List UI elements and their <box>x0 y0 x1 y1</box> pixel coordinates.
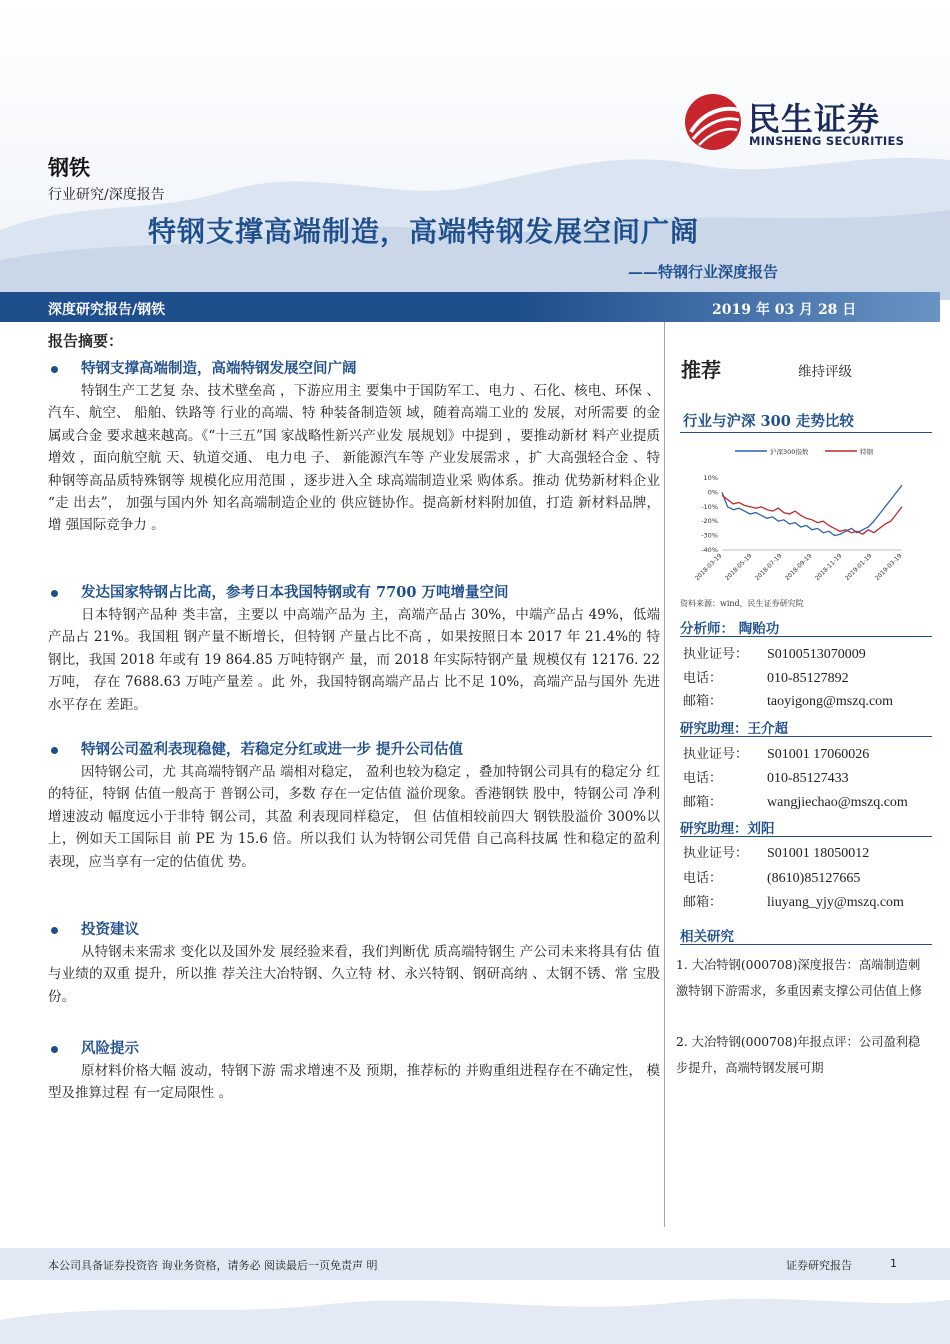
assistant-email[interactable]: 邮箱： liuyang_yjy@mszq.com <box>683 895 904 910</box>
x-tick-label: 2018-09-19 <box>783 552 814 583</box>
x-tick-label: 2018-03-19 <box>693 552 724 583</box>
legend-label: 特钢 <box>860 448 873 456</box>
logo-text: 民生证券 <box>748 100 881 138</box>
section-body: 特钢生产工艺复 杂、技术壁垒高 ，下游应用主 要集中于国防军工、电力 、石化、核电、环保 、汽车、航空、 船舶、铁路等 行业的高端、特 种装备制造领 域，随着高端工业的 发展，对所需要 的金属或合金 要求越来越高。《“十三五”国 家战略性新兴产业发 展规划》中提到 ，要推动新材 料产业提质增效 ，面向航空航 天、轨道交通、 电力电 子、 新能源汽车等 产业发展需求 ，扩 大高强轻合金 、特 种钢等高品质特殊钢等 规模化应用范围 ，逐步进入全 球高端制造业采 购体系。推动 优势新材料企业 “走 出去”， 加强与国内外 知名高端制造企业的 供应链协作。提高新材料附加值，打造 新材料品牌，增 强国际竞争力 。 <box>48 383 660 534</box>
analyst-license: 执业证号： S0100513070009 <box>683 647 866 662</box>
x-tick-label: 2019-01-19 <box>843 552 874 583</box>
sector-label: 钢铁 <box>48 155 90 180</box>
bar-category: 深度研究报告/钢铁 <box>48 302 166 318</box>
report-date: 2019 年 03 月 28 日 <box>712 302 857 318</box>
disclaimer-note: 本公司具备证券投资咨 询业务资格，请务必 阅读最后一页免责声 明 <box>48 1259 378 1272</box>
logo-text-en: MINSHENG SECURITIES <box>749 134 905 148</box>
bullet-icon <box>51 1046 58 1053</box>
section-4 <box>48 919 660 1031</box>
series-line <box>722 495 902 534</box>
assistant-email[interactable]: 邮箱： wangjiechao@mszq.com <box>683 795 908 810</box>
section-3 <box>48 739 660 919</box>
x-tick-label: 2018-11-19 <box>813 552 844 583</box>
assistant-heading: 研究助理：王介超 <box>680 717 932 737</box>
section-body: 因特钢公司，尤 其高端特钢产品 端相对稳定， 盈利也较为稳定 ，叠加特钢公司具有的稳定分 红的特征，特钢 估值一般高于 普钢公司，多数 存在一定估值 溢价现象。香港钢铁 股中，特钢公司 净利增速波动 幅度远小于非特 钢公司，其盈 利表现同样稳定， 但 估值相较前四大 钢铁股溢价 300%以上，例如天工国际目 前 PE 为 15.6 倍。所以我们 认为特钢公司凭借 自己高科技属 性和稳定的盈利 表现，应当享有一定的估值优 势。 <box>48 764 660 870</box>
x-tick-label: 2019-03-19 <box>873 552 904 583</box>
assistant-phone: 电话： (8610)85127665 <box>683 871 861 886</box>
section-body: 从特钢未来需求 变化以及国外发 展经验来看，我们判断优 质高端特钢生 产公司未来将具有估 值与业绩的双重 提升，所以推 荐关注大冶特钢、久立特 材、永兴特钢、钢研高纳 、太钢不锈、常 宝股份。 <box>48 944 660 1005</box>
chart-source: 资料来源：wind，民生证券研究院 <box>680 599 804 608</box>
analyst-phone: 电话： 010-85127892 <box>683 671 849 686</box>
chart-title: 行业与沪深 300 走势比较 <box>683 413 854 430</box>
section-heading: 投资建议 <box>48 919 660 941</box>
section-body: 原材料价格大幅 波动，特钢下游 需求增速不及 预期，推荐标的 并购重组进程存在不确定性， 模型及推算过程 有一定局限性 。 <box>48 1063 660 1102</box>
report-type: 行业研究/深度报告 <box>48 187 165 203</box>
chart-rule <box>680 432 932 433</box>
bullet-icon <box>51 927 58 934</box>
section-heading: 特钢公司盈利表现稳健，若稳定分红或进一步 提升公司估值 <box>48 739 660 761</box>
report-title: 特钢支撑高端制造，高端特钢发展空间广阔 <box>148 215 700 248</box>
page-number: 1 <box>890 1257 897 1270</box>
assistant-license: 执业证号： S01001 17060026 <box>683 747 870 762</box>
x-tick-label: 2018-07-19 <box>753 552 784 583</box>
y-tick-label: 0% <box>707 488 718 497</box>
related-item[interactable]: 1. 大冶特钢(000708)深度报告：高端制造刺激特钢下游需求，多重因素支撑公司估值上修 <box>676 958 922 998</box>
footer-label: 证券研究报告 <box>786 1259 852 1272</box>
series-line <box>722 485 902 535</box>
y-tick-label: -10% <box>701 502 718 511</box>
section-heading: 特钢支撑高端制造，高端特钢发展空间广阔 <box>48 358 660 380</box>
column-divider <box>664 322 665 1227</box>
legend-label: 沪深300指数 <box>770 448 809 456</box>
assistant-license: 执业证号： S01001 18050012 <box>683 846 870 861</box>
bullet-icon <box>51 366 58 373</box>
analyst-email[interactable]: 邮箱： taoyigong@mszq.com <box>683 694 894 709</box>
rating: 维持评级 <box>798 364 852 380</box>
recommendation: 推荐 <box>681 358 721 382</box>
footer-landscape <box>0 1290 950 1344</box>
trend-chart <box>680 438 932 598</box>
section-body: 日本特钢产品种 类丰富，主要以 中高端产品为 主，高端产品占 30%，中端产品占 49%，低端产品占 21%。我国粗 钢产量不断增长，但特钢 产量占比不高 ，如果按照日本 2017 年 21.4%的 特钢比，我国 2018 年或有 19 864.85 万吨特钢产 量，而 2018 年实际特钢产量 规模仅有 12176. 22 万吨， 存在 7688.63 万吨产量差 。此 外，我国特钢高端产品占 比不足 10%，高端产品与国外 先进水平存在 差距。 <box>48 607 660 713</box>
x-tick-label: 2018-05-19 <box>723 552 754 583</box>
y-tick-label: -30% <box>701 531 718 540</box>
summary-title: 报告摘要： <box>48 332 124 350</box>
report-subtitle: ——特钢行业深度报告 <box>628 263 779 281</box>
y-tick-label: -40% <box>701 546 718 554</box>
section-5 <box>48 1038 660 1128</box>
analyst-heading: 分析师： 陶贻功 <box>680 617 932 637</box>
y-tick-label: 10% <box>703 474 718 482</box>
y-tick-label: -20% <box>701 517 718 526</box>
section-heading: 发达国家特钢占比高，参考日本我国特钢或有 7700 万吨增量空间 <box>48 582 660 604</box>
assistant-heading: 研究助理：刘阳 <box>680 817 932 837</box>
bullet-icon <box>51 747 58 754</box>
section-1 <box>48 358 660 582</box>
section-2 <box>48 582 660 740</box>
related-item[interactable]: 2. 大冶特钢(000708)年报点评：公司盈利稳步提升，高端特钢发展可期 <box>676 1035 921 1075</box>
section-heading: 风险提示 <box>48 1038 660 1060</box>
bullet-icon <box>51 590 58 597</box>
related-heading: 相关研究 <box>680 925 932 945</box>
assistant-phone: 电话： 010-85127433 <box>683 771 849 786</box>
